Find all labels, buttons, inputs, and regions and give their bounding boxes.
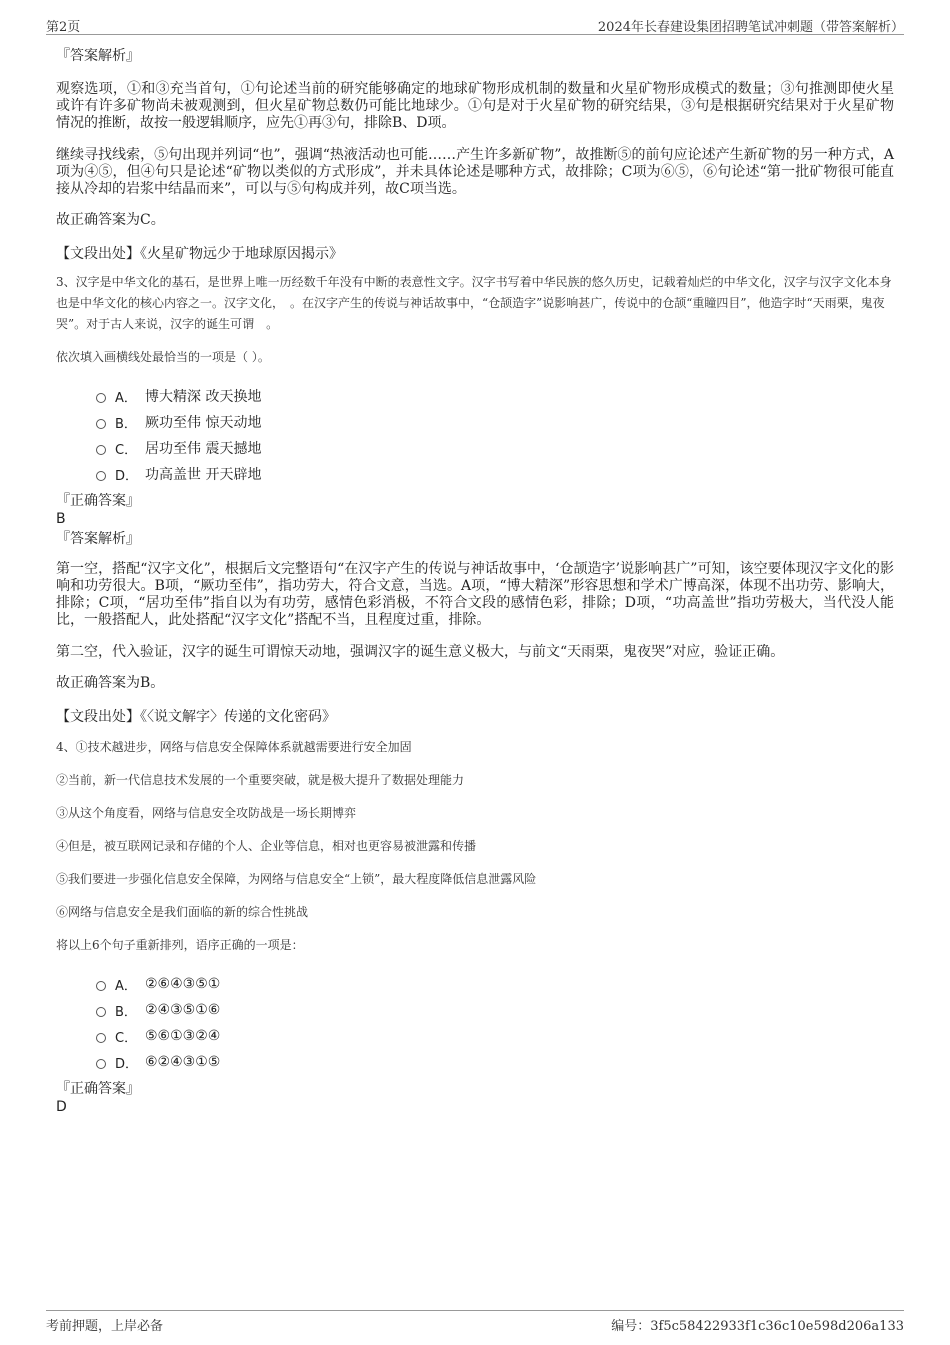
page-number: 第2页 [46,20,81,35]
option-c[interactable]: C． ⑤⑥①③②④ [96,1023,894,1049]
analysis-paragraph: 第二空，代入验证，汉字的诞生可谓惊天动地，强调汉字的诞生意义极大，与前文“天雨栗，鬼夜哭”对应，验证正确。 [56,644,785,660]
option-d[interactable]: D． ⑥②④③①⑤ [96,1049,894,1075]
page-footer [46,1310,904,1334]
correct-answer: D [56,1099,67,1115]
passage-source: 【文段出处】《〈说文解字〉传递的文化密码》 [56,709,336,725]
correct-answer-label: 『正确答案』 [56,1081,140,1097]
analysis-label: 『答案解析』 [56,48,140,64]
radio-icon[interactable] [96,445,106,455]
radio-icon[interactable] [96,393,106,403]
radio-icon[interactable] [96,981,106,991]
radio-icon[interactable] [96,1033,106,1043]
analysis-paragraph: 继续寻找线索，⑤句出现并列词“也”，强调“热液活动也可能……产生许多新矿物”，故推断⑤的前句应论述产生新矿物的另一种方式，A项为④⑤，但④句只是论述“矿物以类似的方式形成”，并未具体论述是哪种方式，故排除；C项为⑥⑤，⑥句论述“第一批矿物很可能直接从冷却的岩浆中结晶而来”，可以与⑤句构成并列，故C项当选。 [56,147,894,197]
question-stem: 3、汉字是中华文化的基石，是世界上唯一历经数千年没有中断的表意性文字。汉字书写着中华民族的悠久历史，记载着灿烂的中华文化，汉字与汉字文化本身也是中华文化的核心内容之一。汉字文化， 。在汉字产生的传说与神话故事中，“仓颉造字”说影响甚广，传说中的仓颉“重瞳四目”，他造字时“天雨栗，鬼夜哭”。对于古人来说，汉字的诞生可谓 。 [56,275,892,331]
sentence: ③从这个角度看，网络与信息安全攻防战是一场长期博弈 [56,806,357,820]
radio-icon[interactable] [96,419,106,429]
conclusion: 故正确答案为B。 [56,675,165,691]
question-prompt: 依次填入画横线处最恰当的一项是（ ）。 [56,350,270,364]
sentence: ⑥网络与信息安全是我们面临的新的综合性挑战 [56,905,309,919]
option-b[interactable]: B． ②④③⑤①⑥ [96,997,894,1023]
page-header [46,14,904,35]
sentence: ④但是，被互联网记录和存储的个人、企业等信息，相对也更容易被泄露和传播 [56,839,477,853]
analysis-paragraph: 观察选项，①和③充当首句，①句论述当前的研究能够确定的地球矿物形成机制的数量和火星矿物形成模式的数量；③句推测即使火星或许有许多矿物尚未被观测到，但火星矿物总数仍可能比地球少。①句是对于火星矿物的研究结果，③句是根据研究结果对于火星矿物情况的推断，故按一般逻辑顺序，应先①再③句，排除B、D项。 [56,81,894,131]
analysis-paragraph: 第一空，搭配“汉字文化”，根据后文完整语句“在汉字产生的传说与神话故事中，‘仓颉造字’说影响甚广”可知，该空要体现汉字文化的影响和功劳很大。B项，“厥功至伟”，指功劳大，符合文意，当选。A项，“博大精深”形容思想和学术广博高深，体现不出功劳、影响大，排除；C项，“居功至伟”指自以为有功劳，感情色彩消极，不符合文段的感情色彩，排除；D项，“功高盖世”指功劳极大，当代没人能比，一般搭配人，此处搭配“汉字文化”搭配不当，且程度过重，排除。 [56,561,894,628]
option-b[interactable]: B． 厥功至伟 惊天动地 [96,409,894,435]
option-a[interactable]: A． 博大精深 改天换地 [96,383,894,409]
passage-source: 【文段出处】《火星矿物远少于地球原因揭示》 [56,246,343,262]
option-a[interactable]: A． ②⑥④③⑤① [96,971,894,997]
analysis-label: 『答案解析』 [56,531,140,547]
conclusion: 故正确答案为C。 [56,212,165,228]
document-code: 编号：3f5c58422933f1c36c10e598d206a133 [611,1319,904,1334]
radio-icon[interactable] [96,1059,106,1069]
option-list [56,971,894,1075]
sentence: ⑤我们要进一步强化信息安全保障，为网络与信息安全“上锁”，最大程度降低信息泄露风险 [56,872,537,886]
option-d[interactable]: D． 功高盖世 开天辟地 [96,461,894,487]
document-body [56,46,894,1115]
footer-slogan: 考前押题，上岸必备 [46,1319,164,1334]
sentence: 4、①技术越进步，网络与信息安全保障体系就越需要进行安全加固 [56,740,412,754]
document-title: 2024年长春建设集团招聘笔试冲刺题（带答案解析） [597,20,904,35]
radio-icon[interactable] [96,1007,106,1017]
option-list [56,383,894,487]
sentence: ②当前，新一代信息技术发展的一个重要突破，就是极大提升了数据处理能力 [56,773,465,787]
question-prompt: 将以上6个句子重新排列，语序正确的一项是： [56,938,304,952]
option-c[interactable]: C． 居功至伟 震天撼地 [96,435,894,461]
radio-icon[interactable] [96,471,106,481]
correct-answer: B [56,511,66,527]
correct-answer-label: 『正确答案』 [56,493,140,509]
